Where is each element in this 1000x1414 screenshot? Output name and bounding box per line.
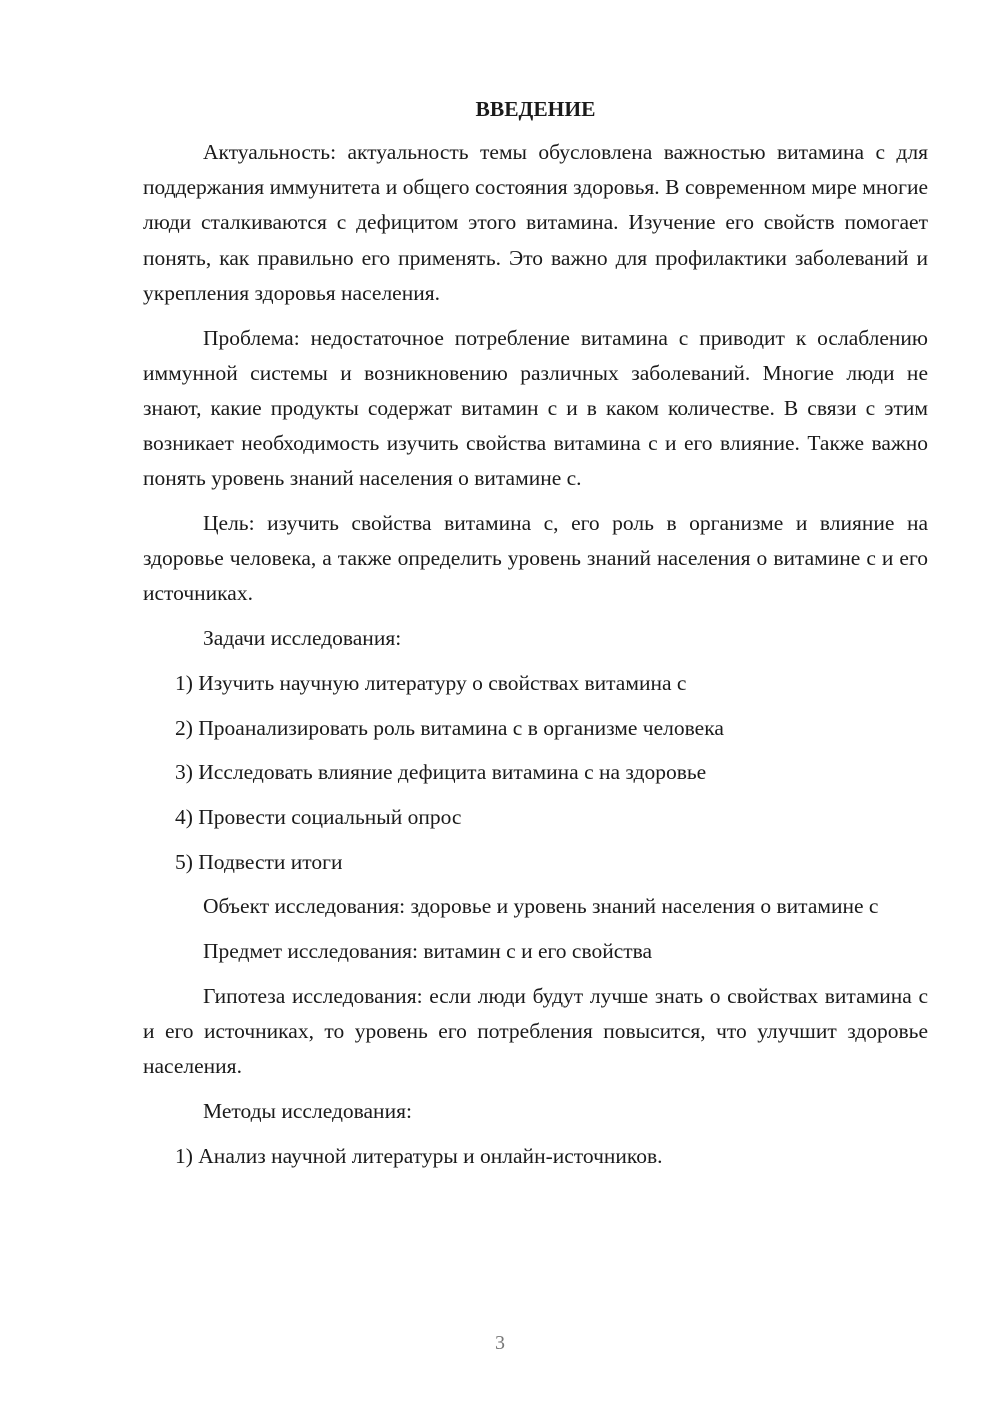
page-number: 3: [495, 1332, 505, 1354]
methods-list: [143, 1139, 928, 1174]
goal-paragraph: Цель: изучить свойства витамина с, его роль в организме и влияние на здоровье человека, а также определить уровень знаний населения о витамине с и его источниках.: [143, 511, 928, 606]
methods-heading: Методы исследования:: [203, 1098, 412, 1123]
subject-paragraph: Предмет исследования: витамин с и его свойства: [203, 939, 653, 964]
tasks-list: [143, 666, 928, 880]
list-item: 1) Анализ научной литературы и онлайн-источников.: [175, 1143, 663, 1168]
list-item: 3) Исследовать влияние дефицита витамина с на здоровье: [175, 760, 707, 785]
list-item: 5) Подвести итоги: [175, 849, 343, 874]
problem-paragraph: Проблема: недостаточное потребление витамина с приводит к ослаблению иммунной системы и возникновению различных заболеваний. Многие люди не знают, какие продукты содержат витамин с и в каком количестве. В связи с этим возникает необходимость изучить свойства витамина с и его влияние. Также важно понять уровень знаний населения о витамине с.: [143, 325, 928, 491]
list-item: 4) Провести социальный опрос: [175, 804, 462, 829]
list-item: 1) Изучить научную литературу о свойствах витамина с: [175, 670, 687, 695]
tasks-heading: Задачи исследования:: [203, 626, 402, 651]
object-paragraph: Объект исследования: здоровье и уровень знаний населения о витамине с: [203, 894, 879, 919]
relevance-paragraph: Актуальность: актуальность темы обусловлена важностью витамина с для поддержания иммунитета и общего состояния здоровья. В современном мире многие люди сталкиваются с дефицитом этого витамина. Изучение его свойств помогает понять, как правильно его применять. Это важно для профилактики заболеваний и укрепления здоровья населения.: [143, 140, 928, 305]
document-page: [143, 92, 928, 1183]
hypothesis-paragraph: Гипотеза исследования: если люди будут лучше знать о свойствах витамина с и его источниках, то уровень его потребления повысится, что улучшит здоровье населения.: [143, 983, 928, 1079]
list-item: 2) Проанализировать роль витамина с в организме человека: [175, 715, 724, 740]
section-title: ВВЕДЕНИЕ: [475, 97, 596, 121]
